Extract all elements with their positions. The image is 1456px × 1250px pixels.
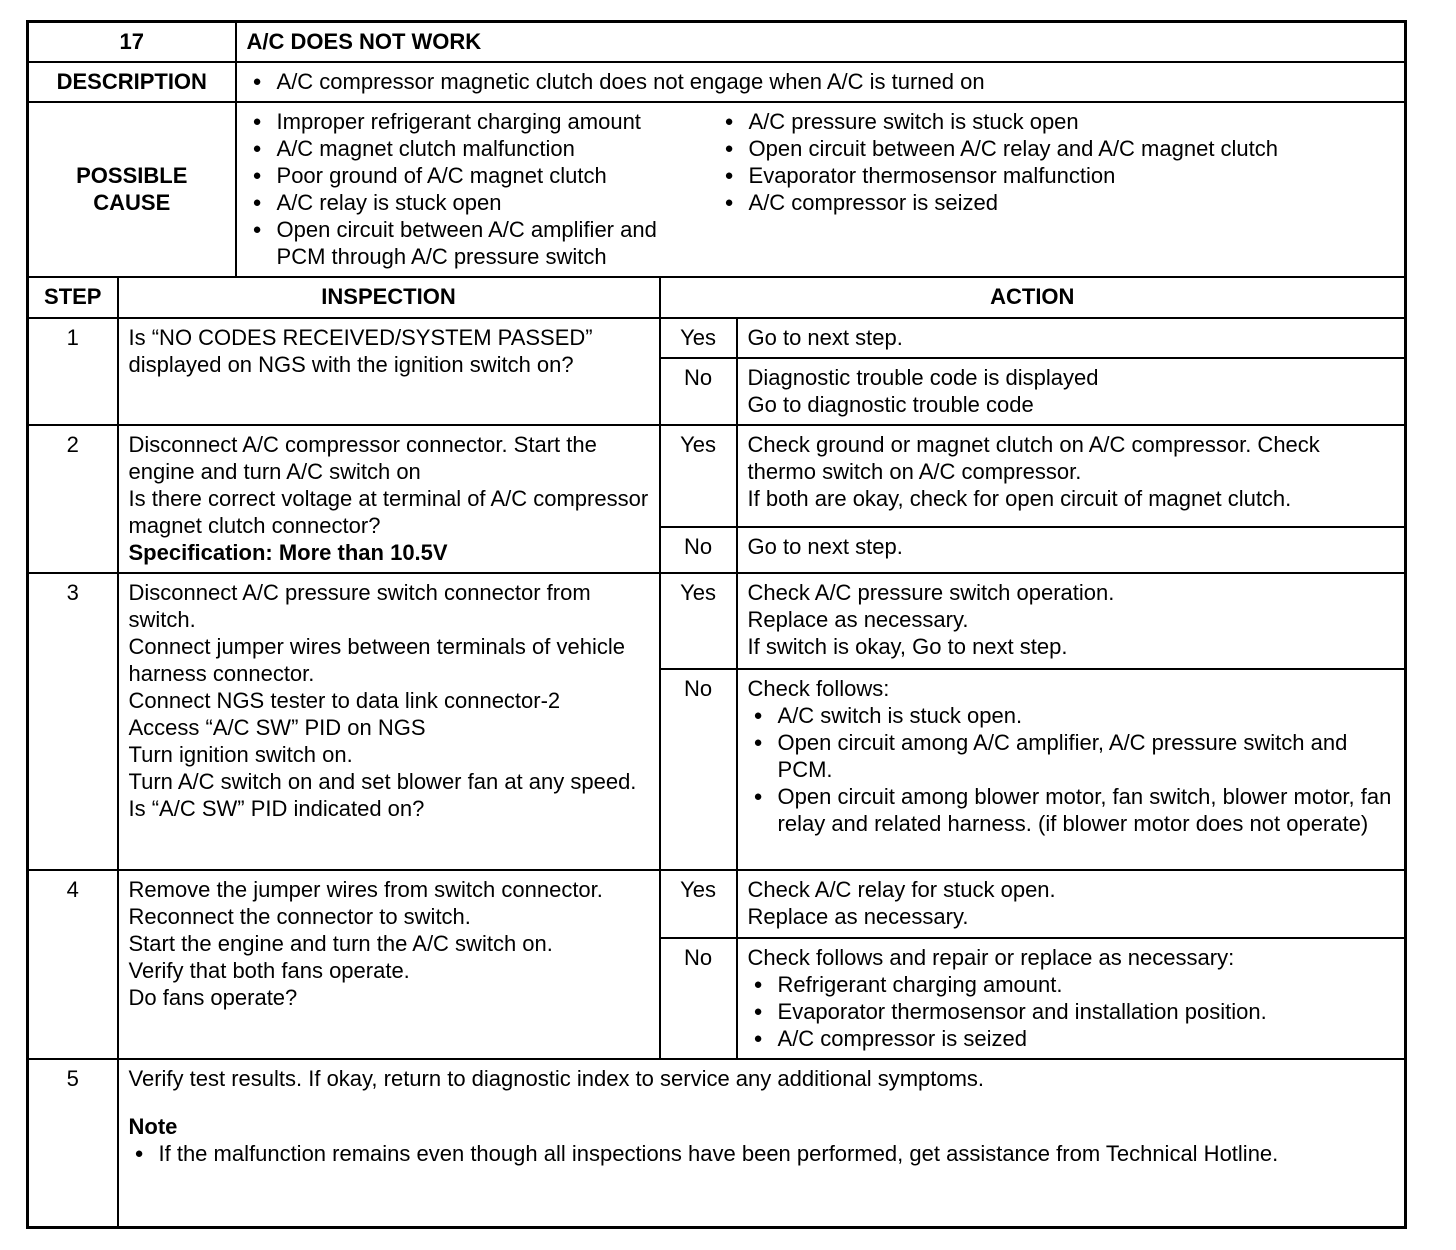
diagnostic-sheet: [26, 20, 1404, 1229]
step-row: [28, 425, 1406, 527]
step-row: [28, 318, 1406, 358]
yes-label: Yes: [660, 870, 737, 938]
no-label: No: [660, 938, 737, 1059]
no-action-item: ● Open circuit among blower motor, fan switch, blower motor, fan relay and related harness. (if blower motor does not operate): [748, 783, 1395, 837]
possible-cause-item: ● Improper refrigerant charging amount: [247, 108, 719, 135]
header-row: [28, 22, 1406, 63]
step-verification: [118, 1059, 1406, 1227]
inspection-line: Turn A/C switch on and set blower fan at any speed.: [128, 769, 637, 794]
description-row: [28, 62, 1406, 102]
step-inspection: [118, 870, 660, 1059]
possible-cause-label-line1: POSSIBLE: [76, 163, 188, 188]
no-action: [737, 527, 1406, 573]
action-line: If both are okay, check for open circuit of magnet clutch.: [747, 486, 1292, 511]
step-inspection: [118, 425, 660, 573]
action-line: Go to next step.: [747, 533, 903, 559]
possible-cause-right-list: [719, 108, 1395, 270]
possible-cause-content: [236, 102, 1406, 277]
action-line: Check A/C relay for stuck open.: [747, 877, 1056, 902]
possible-cause-item: ● A/C relay is stuck open: [247, 189, 719, 216]
inspection-line: Turn ignition switch on.: [128, 742, 353, 767]
step-number: 1: [28, 318, 118, 425]
step-row: [28, 573, 1406, 669]
no-action-item: ● Evaporator thermosensor and installation position.: [748, 998, 1395, 1025]
yes-label: Yes: [660, 425, 737, 527]
action-line: Go to diagnostic trouble code: [747, 392, 1034, 417]
note-list: [129, 1140, 1329, 1167]
no-action: [737, 669, 1406, 870]
inspection-line: Connect NGS tester to data link connector-2: [128, 688, 561, 713]
possible-cause-left-list: [247, 108, 719, 270]
note-item: ● If the malfunction remains even though all inspections have been performed, get assistance from Technical Hotline.: [129, 1140, 1329, 1167]
inspection-line: Disconnect A/C pressure switch connector from switch.: [128, 580, 591, 632]
inspection-line: Connect jumper wires between terminals of vehicle harness connector.: [128, 634, 625, 686]
column-header-action: ACTION: [660, 277, 1406, 318]
step-row: [28, 1059, 1406, 1227]
no-action: [737, 358, 1406, 425]
step-inspection: [118, 318, 660, 425]
inspection-line: Is “A/C SW” PID indicated on?: [128, 796, 425, 821]
step-number: 4: [28, 870, 118, 1059]
action-line: Check follows and repair or replace as necessary:: [747, 945, 1235, 970]
inspection-line: Do fans operate?: [128, 985, 298, 1010]
column-header-step: STEP: [28, 277, 118, 318]
yes-label: Yes: [660, 318, 737, 358]
description-content: [236, 62, 1406, 102]
action-line: Check A/C pressure switch operation.: [747, 580, 1115, 605]
trouble-number: 17: [28, 22, 236, 63]
yes-action: [737, 318, 1406, 358]
inspection-line: Is “NO CODES RECEIVED/SYSTEM PASSED” displayed on NGS with the ignition switch on?: [128, 325, 593, 377]
possible-cause-row: [28, 102, 1406, 277]
inspection-line: Start the engine and turn the A/C switch on.: [128, 931, 553, 956]
no-label: No: [660, 669, 737, 870]
description-label: DESCRIPTION: [28, 62, 236, 102]
no-action-item: ● A/C switch is stuck open.: [748, 702, 1395, 729]
inspection-line: Reconnect the connector to switch.: [128, 904, 471, 929]
action-line: Check ground or magnet clutch on A/C compressor. Check thermo switch on A/C compressor.: [747, 432, 1320, 484]
step-number: 5: [28, 1059, 118, 1227]
inspection-line: Verify that both fans operate.: [128, 958, 410, 983]
specification-line: Specification: More than 10.5V: [128, 540, 448, 565]
action-line: Diagnostic trouble code is displayed: [747, 365, 1099, 390]
note-label: Note: [128, 1114, 178, 1139]
action-line: If switch is okay, Go to next step.: [747, 634, 1068, 659]
action-line: Go to next step.: [747, 325, 903, 350]
no-action-list: [748, 971, 1395, 1052]
step-number: 3: [28, 573, 118, 870]
trouble-title: A/C DOES NOT WORK: [236, 22, 1406, 63]
no-action-item: ● Open circuit among A/C amplifier, A/C pressure switch and PCM.: [748, 729, 1395, 783]
possible-cause-item: ● Poor ground of A/C magnet clutch: [247, 162, 719, 189]
inspection-line: Access “A/C SW” PID on NGS: [128, 715, 426, 740]
yes-action: [737, 870, 1406, 938]
column-header-row: [28, 277, 1406, 318]
possible-cause-item: ● A/C compressor is seized: [719, 189, 1395, 216]
yes-action: [737, 425, 1406, 527]
possible-cause-item: ● Open circuit between A/C relay and A/C magnet clutch: [719, 135, 1395, 162]
inspection-line: Disconnect A/C compressor connector. Start the engine and turn A/C switch on: [128, 432, 597, 484]
step-row: [28, 870, 1406, 938]
no-action-item: ● A/C compressor is seized: [748, 1025, 1395, 1052]
possible-cause-label: [28, 102, 236, 277]
possible-cause-item: ● Evaporator thermosensor malfunction: [719, 162, 1395, 189]
possible-cause-item: ● A/C magnet clutch malfunction: [247, 135, 719, 162]
yes-label: Yes: [660, 573, 737, 669]
no-action-item: ● Refrigerant charging amount.: [748, 971, 1395, 998]
column-header-inspection: INSPECTION: [118, 277, 660, 318]
no-label: No: [660, 527, 737, 573]
description-item: ● A/C compressor magnetic clutch does not engage when A/C is turned on: [247, 68, 1395, 95]
inspection-line: Is there correct voltage at terminal of A/C compressor magnet clutch connector?: [128, 486, 649, 538]
verification-text: Verify test results. If okay, return to diagnostic index to service any additional symptoms.: [128, 1066, 985, 1091]
action-line: Replace as necessary.: [747, 607, 969, 632]
possible-cause-item: ● A/C pressure switch is stuck open: [719, 108, 1395, 135]
possible-cause-item: ● Open circuit between A/C amplifier and PCM through A/C pressure switch: [247, 216, 707, 270]
action-line: Check follows:: [747, 676, 890, 701]
yes-action: [737, 573, 1406, 669]
no-action-list: [748, 702, 1395, 837]
diagnostic-table: [26, 20, 1407, 1229]
step-number: 2: [28, 425, 118, 573]
no-action: [737, 938, 1406, 1059]
possible-cause-label-line2: CAUSE: [93, 190, 171, 215]
no-label: No: [660, 358, 737, 425]
action-line: Replace as necessary.: [747, 904, 969, 929]
step-inspection: [118, 573, 660, 870]
inspection-line: Remove the jumper wires from switch connector.: [128, 877, 603, 902]
